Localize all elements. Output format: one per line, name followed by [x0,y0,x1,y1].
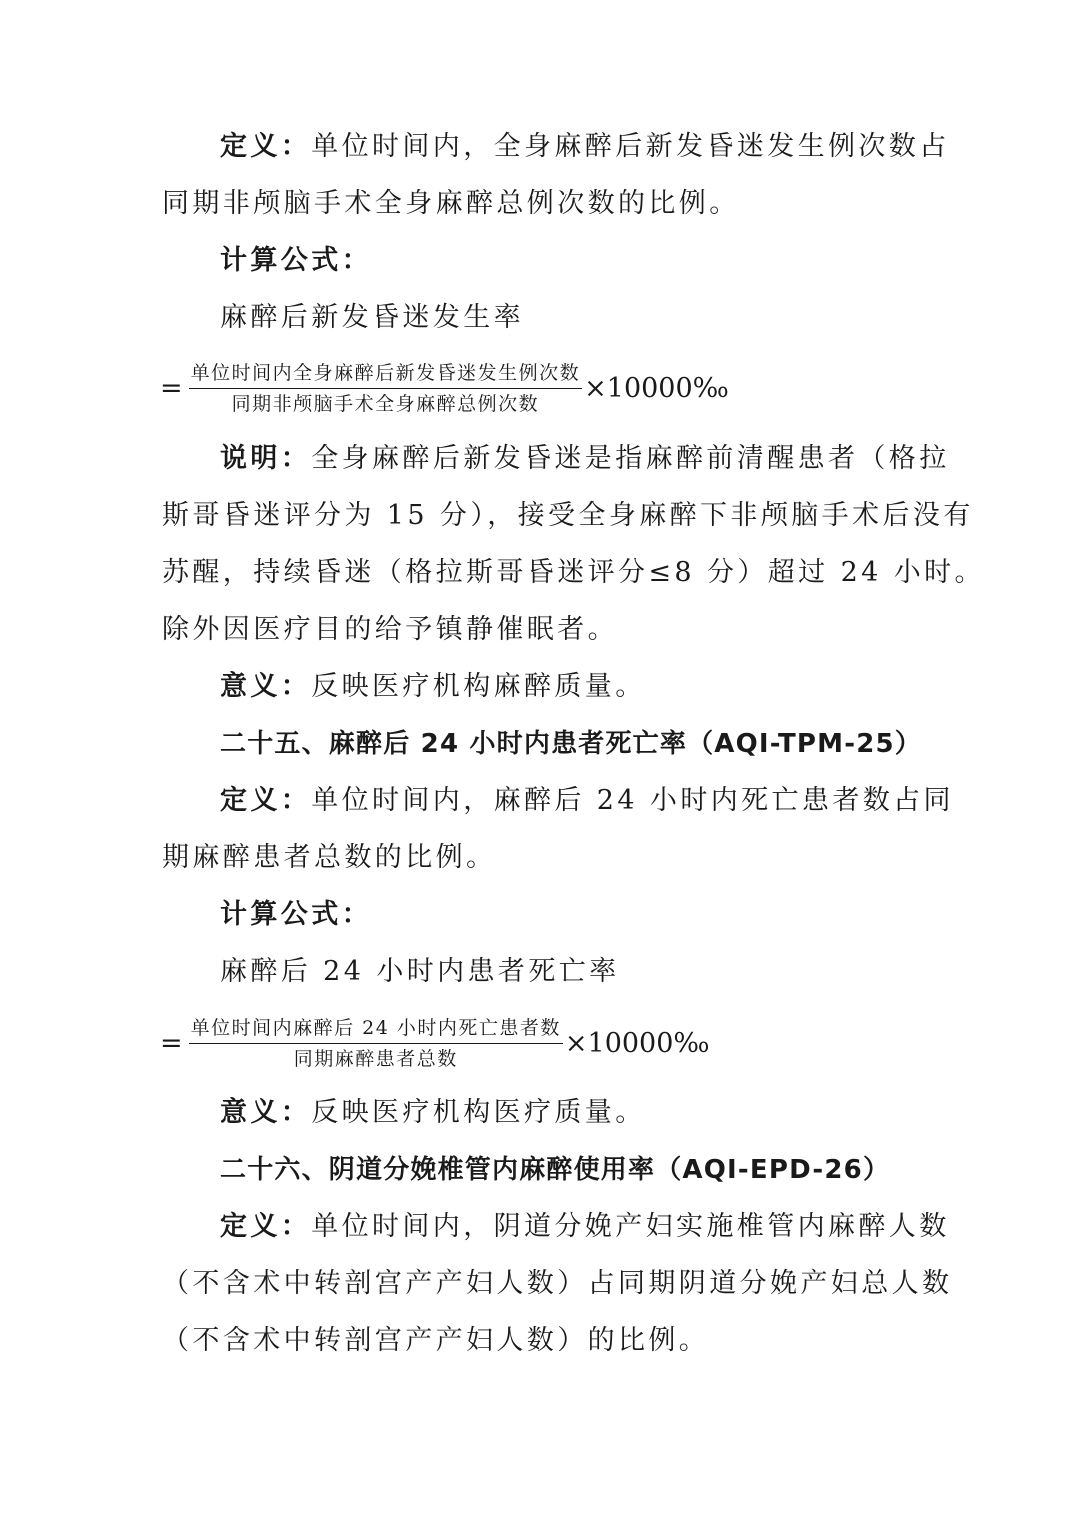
equals-sign: = [160,372,183,404]
definition-text: 单位时间内，全身麻醉后新发昏迷发生例次数占 [311,131,950,162]
sec26-definition-line-3: （不含术中转剖宫产产妇人数）的比例。 [162,1325,710,1356]
multiplier: ×10000‰ [584,372,729,404]
sec24-calc-label: 计算公式： [220,245,372,276]
sec26-definition-line-1 [220,1207,950,1247]
meaning-label: 意义： [220,1097,312,1128]
fraction-numerator: 单位时间内麻醉后 24 小时内死亡患者数 [189,1015,563,1044]
meaning-label: 意义： [220,671,312,702]
meaning-text: 反映医疗机构麻醉质量。 [311,671,646,702]
sec25-formula-name: 麻醉后 24 小时内患者死亡率 [220,956,620,987]
equals-sign: = [160,1027,183,1059]
definition-text: 单位时间内，麻醉后 24 小时内死亡患者数占同 [311,785,954,816]
sec24-definition-line-2: 同期非颅脑手术全身麻醉总例次数的比例。 [162,188,740,219]
sec24-note-line-3: 苏醒，持续昏迷（格拉斯哥昏迷评分≤8 分）超过 24 小时。 [162,557,985,588]
sec24-meaning [220,667,922,707]
sec24-formula-name: 麻醉后新发昏迷发生率 [220,302,524,333]
fraction [189,360,583,417]
definition-label: 定义： [220,785,312,816]
note-text: 全身麻醉后新发昏迷是指麻醉前清醒患者（格拉 [311,443,950,474]
sec24-definition-line-1 [220,127,950,167]
sec25-definition-line-2: 期麻醉患者总数的比例。 [162,842,497,873]
sec26-definition-line-2: （不含术中转剖宫产产妇人数）占同期阴道分娩产妇总人数 [162,1268,953,1299]
sec24-note-line-4: 除外因医疗目的给予镇静催眠者。 [162,614,618,645]
fraction [189,1015,563,1072]
definition-label: 定义： [220,1211,312,1242]
sec25-heading: 二十五、麻醉后 24 小时内患者死亡率（AQI-TPM-25） [220,729,922,759]
multiplier: ×10000‰ [564,1027,710,1059]
definition-text: 单位时间内，阴道分娩产妇实施椎管内麻醉人数 [311,1211,950,1242]
fraction-denominator: 同期麻醉患者总数 [293,1047,458,1070]
fraction-numerator: 单位时间内全身麻醉后新发昏迷发生例次数 [189,360,583,389]
sec24-formula [160,358,729,418]
sec25-calc-label: 计算公式： [220,899,372,930]
sec25-definition-line-1 [220,781,954,821]
sec25-formula [160,1013,710,1073]
sec26-heading: 二十六、阴道分娩椎管内麻醉使用率（AQI-EPD-26） [220,1155,891,1185]
note-label: 说明： [220,443,312,474]
definition-label: 定义： [220,131,312,162]
meaning-text: 反映医疗机构医疗质量。 [311,1097,646,1128]
sec24-note-line-1 [220,439,950,479]
sec24-note-line-2: 斯哥昏迷评分为 15 分），接受全身麻醉下非颅脑手术后没有 [162,500,974,531]
fraction-denominator: 同期非颅脑手术全身麻醉总例次数 [231,392,540,415]
sec25-meaning [220,1093,922,1133]
